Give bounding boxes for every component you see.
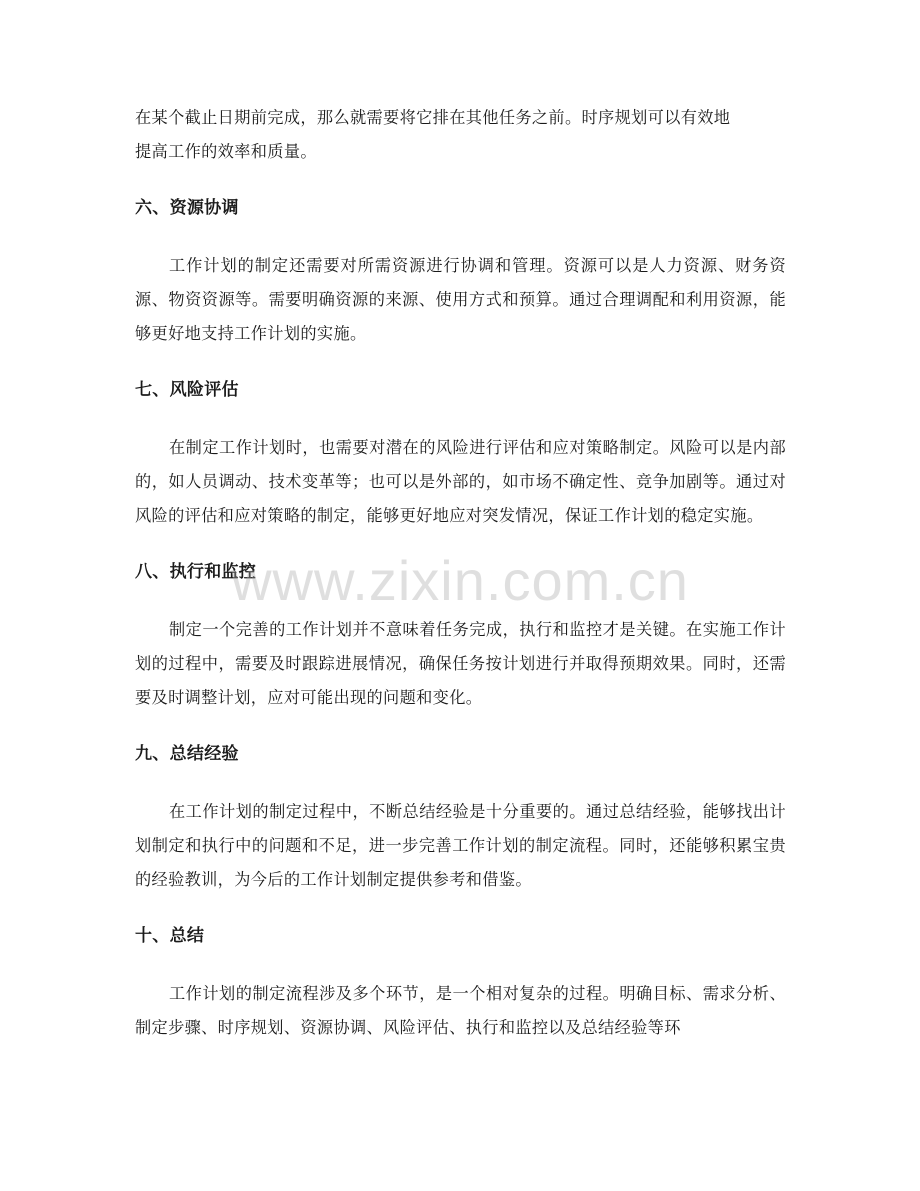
- section-body-experience: 在工作计划的制定过程中，不断总结经验是十分重要的。通过总结经验，能够找出计划制定和执行中的问题和不足，进一步完善工作计划的制定流程。同时，还能够积累宝贵的经验教训，为今后的工作计划制定提供参考和借鉴。: [135, 802, 786, 889]
- intro-line-1: 在某个截止日期前完成，那么就需要将它排在其他任务之前。时序规划可以有效地: [135, 108, 731, 127]
- section-body-execution: 制定一个完善的工作计划并不意味着任务完成，执行和监控才是关键。在实施工作计划的过程中，需要及时跟踪进展情况，确保任务按计划进行并取得预期效果。同时，还需要及时调整计划，应对可能出现的问题和变化。: [135, 620, 786, 707]
- section-heading-experience: 九、总结经验: [135, 744, 239, 764]
- section-heading-execution: 八、执行和监控: [135, 562, 257, 582]
- section-heading-risk: 七、风险评估: [135, 380, 239, 400]
- document-body: [135, 101, 786, 1045]
- intro-line-2: 提高工作的效率和质量。: [135, 142, 317, 161]
- section-body-summary: 工作计划的制定流程涉及多个环节，是一个相对复杂的过程。明确目标、需求分析、制定步骤、时序规划、资源协调、风险评估、执行和监控以及总结经验等环: [135, 984, 786, 1037]
- section-heading-summary: 十、总结: [135, 926, 205, 946]
- section-body-resource: 工作计划的制定还需要对所需资源进行协调和管理。资源可以是人力资源、财务资源、物资资源等。需要明确资源的来源、使用方式和预算。通过合理调配和利用资源，能够更好地支持工作计划的实施。: [135, 256, 786, 343]
- section-heading-resource: 六、资源协调: [135, 198, 239, 218]
- section-body-risk: 在制定工作计划时，也需要对潜在的风险进行评估和应对策略制定。风险可以是内部的，如人员调动、技术变革等；也可以是外部的，如市场不确定性、竞争加剧等。通过对风险的评估和应对策略的制定，能够更好地应对突发情况，保证工作计划的稳定实施。: [135, 438, 786, 525]
- intro-paragraph: [135, 101, 786, 169]
- watermark-text: www.zixin.com.cn: [231, 549, 689, 612]
